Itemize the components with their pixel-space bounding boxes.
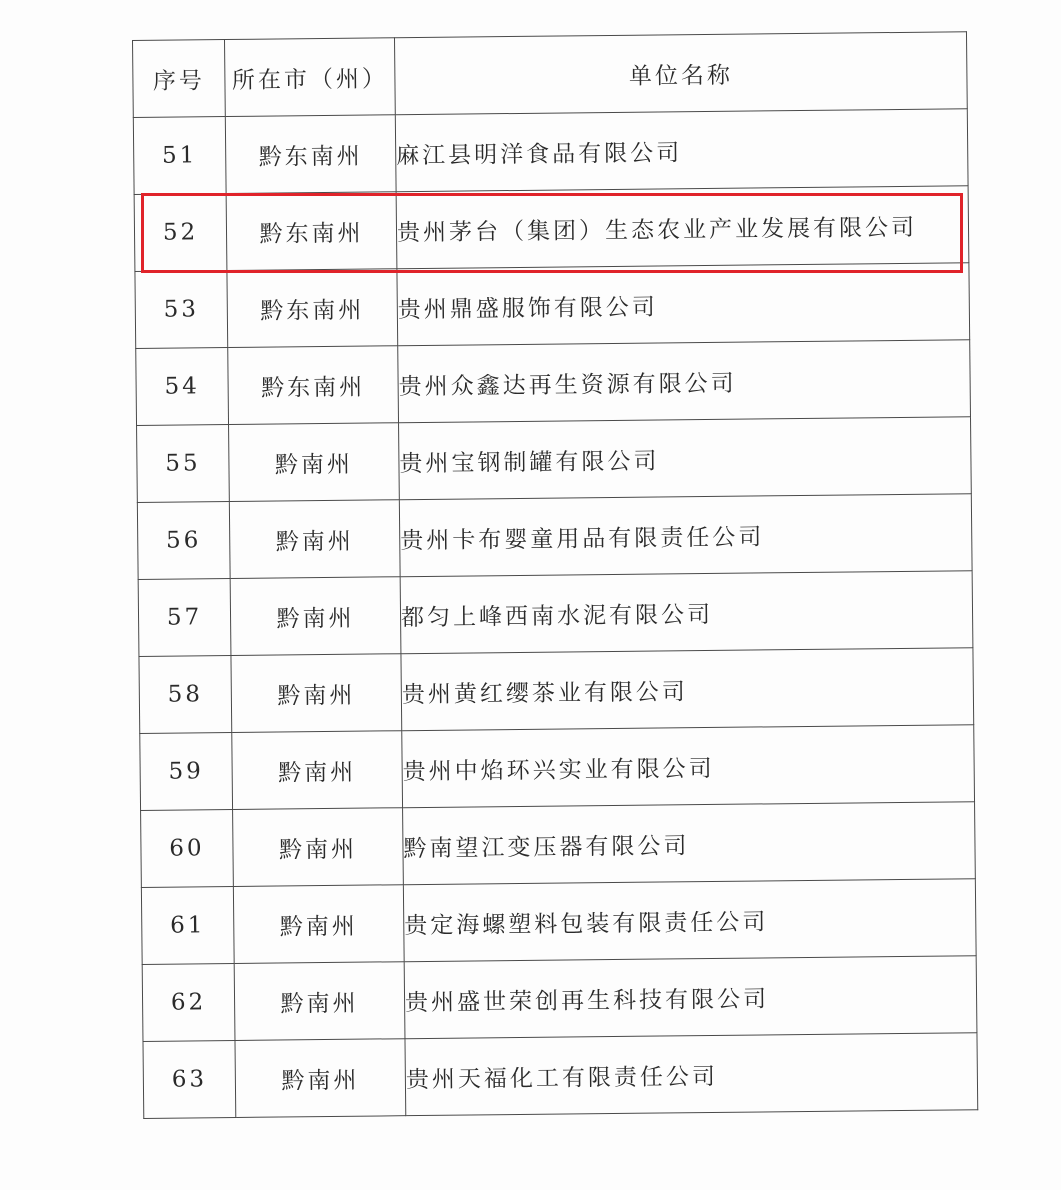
table-row bbox=[140, 725, 975, 811]
row-city: 黔南州 bbox=[233, 808, 404, 887]
row-city: 黔南州 bbox=[235, 1039, 406, 1118]
row-number: 56 bbox=[137, 502, 230, 580]
row-city: 黔南州 bbox=[230, 577, 401, 656]
row-city: 黔东南州 bbox=[227, 269, 398, 348]
table-row bbox=[137, 417, 972, 503]
row-company-name: 贵州卡布婴童用品有限责任公司 bbox=[399, 494, 972, 577]
header-city: 所在市（州） bbox=[225, 38, 396, 117]
table-row bbox=[143, 1033, 978, 1119]
row-company-name: 贵州众鑫达再生资源有限公司 bbox=[398, 340, 971, 423]
row-number: 55 bbox=[137, 425, 230, 503]
row-number: 58 bbox=[139, 655, 232, 733]
row-company-name: 贵州中焰环兴实业有限公司 bbox=[402, 725, 975, 808]
table-row bbox=[138, 571, 973, 657]
row-company-name: 贵州天福化工有限责任公司 bbox=[405, 1033, 978, 1116]
header-company-name: 单位名称 bbox=[394, 32, 967, 115]
table-row bbox=[141, 802, 976, 888]
row-city: 黔南州 bbox=[229, 423, 400, 502]
row-number: 57 bbox=[138, 579, 231, 657]
header-serial-number: 序号 bbox=[133, 40, 226, 118]
row-number: 61 bbox=[141, 886, 234, 964]
table-row bbox=[141, 879, 976, 965]
row-number: 60 bbox=[141, 809, 234, 887]
row-company-name: 贵州宝钢制罐有限公司 bbox=[399, 417, 972, 500]
table-row bbox=[139, 648, 974, 734]
row-number: 59 bbox=[140, 732, 233, 810]
row-city: 黔东南州 bbox=[226, 192, 397, 271]
table-row bbox=[135, 263, 970, 349]
row-number: 51 bbox=[133, 117, 226, 195]
table-header-row bbox=[133, 32, 968, 118]
row-number: 62 bbox=[142, 963, 235, 1041]
row-city: 黔南州 bbox=[231, 654, 402, 733]
table-row bbox=[137, 494, 972, 580]
row-company-name: 贵州黄红缨茶业有限公司 bbox=[401, 648, 974, 731]
row-company-name: 贵州盛世荣创再生科技有限公司 bbox=[404, 956, 977, 1039]
row-company-name: 麻江县明洋食品有限公司 bbox=[395, 109, 968, 192]
row-number: 54 bbox=[136, 348, 229, 426]
row-company-name: 贵定海螺塑料包装有限责任公司 bbox=[403, 879, 976, 962]
row-company-name: 贵州鼎盛服饰有限公司 bbox=[397, 263, 970, 346]
table-row bbox=[136, 340, 971, 426]
row-city: 黔东南州 bbox=[228, 346, 399, 425]
row-company-name: 贵州茅台（集团）生态农业产业发展有限公司 bbox=[396, 186, 969, 269]
row-number: 52 bbox=[134, 194, 227, 272]
highlight-box bbox=[141, 193, 963, 273]
row-city: 黔南州 bbox=[232, 731, 403, 810]
table-row bbox=[142, 956, 977, 1042]
row-city: 黔南州 bbox=[233, 885, 404, 964]
row-number: 63 bbox=[143, 1040, 236, 1118]
row-city: 黔东南州 bbox=[225, 115, 396, 194]
row-company-name: 黔南望江变压器有限公司 bbox=[403, 802, 976, 885]
table-row bbox=[133, 109, 968, 195]
row-city: 黔南州 bbox=[229, 500, 400, 579]
row-city: 黔南州 bbox=[234, 962, 405, 1041]
row-number: 53 bbox=[135, 271, 228, 349]
row-company-name: 都匀上峰西南水泥有限公司 bbox=[400, 571, 973, 654]
